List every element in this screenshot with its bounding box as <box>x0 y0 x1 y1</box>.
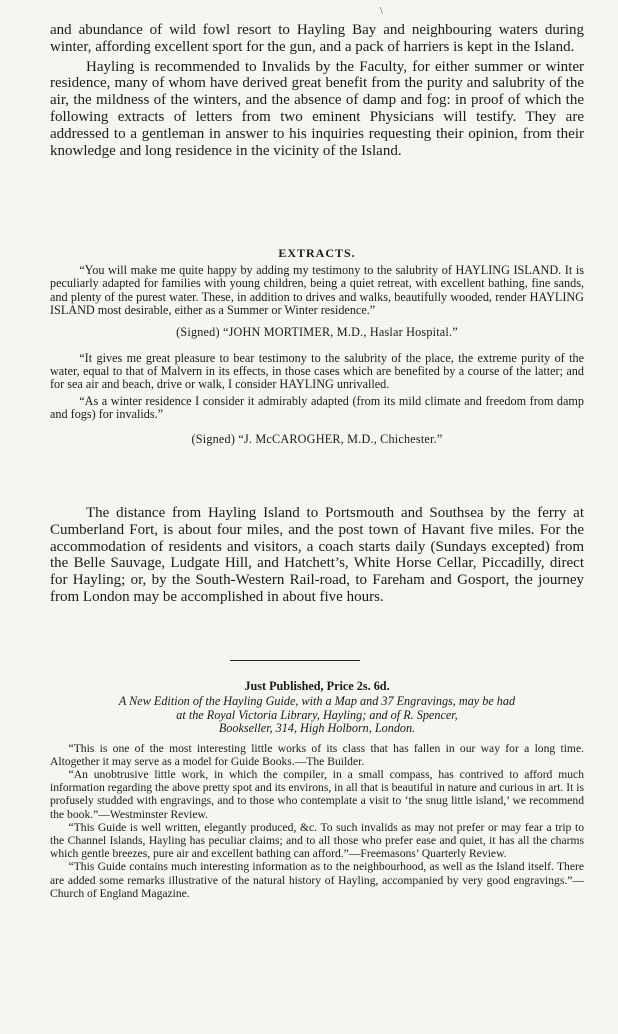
signature-mccarogher: (Signed) “J. McCAROGHER, M.D., Chichester.” <box>191 431 443 446</box>
review-builder: “This is one of the most interesting little works of its class that has fallen in our way for a long time. Altogether it may serve as a model for Guide Books.—The Builder. <box>50 741 584 768</box>
advert-line-1: A New Edition of the Hayling Guide, with a Map and 37 Engravings, may be had <box>118 694 516 709</box>
advert-line-2: at the Royal Victoria Library, Hayling; and of R. Spencer, <box>176 707 458 722</box>
intro-paragraph-2: Hayling is recommended to Invalids by the Faculty, for either summer or winter residence, many of whom have derived great benefit from the purity and salubrity of the air, the mildness of the winters, and the absence of damp and fog: in proof of which the following extracts of letters from two eminent Physicians will testify. They are addressed to a gentleman in answer to his inquiries requesting their opinion, from their knowledge and long residence in the vicinity of the Island. <box>50 58 584 159</box>
review-freemasons: “This Guide is well written, elegantly produced, &c. To such invalids as may not prefer or may fear a trip to the Channel Islands, Hayling has peculiar claims; and to all those who prefer ease and quiet, it has all the charms which gentle breezes, pure air and excellent bathing can afford.”—Freemasons’ Quarterly Review. <box>50 820 584 861</box>
extract-mccarogher-1: “It gives me great pleasure to bear testimony to the salubrity of the place, the extreme purity of the water, equal to that of Malvern in its effects, in those cases which are benefited by a course of the latter; and for sea air and beach, drive or walk, I consider HAYLING unrivalled. <box>50 350 584 392</box>
review-westminster: “An unobtrusive little work, in which the compiler, in a small compass, has contrived to afford much information regarding the above pretty spot and its environs, in all that is beautiful in nature and curious in art. It is profusely studded with engravings, and to those who contemplate a visit to ‘the snug little island,’ we recommend the book.”—Westminster Review. <box>50 768 584 821</box>
section-rule <box>230 660 360 661</box>
intro-paragraph-1: and abundance of wild fowl resort to Hayling Bay and neighbouring waters during winter, affording excellent sport for the gun, and a pack of harriers is kept in the Island. <box>50 22 584 55</box>
extract-mortimer: “You will make me quite happy by adding my testimony to the salubrity of HAYLING ISLAND. It is peculiarly adapted for families with young children, being a quiet retreat, with excellent bathing, fine sands, and plenty of the purest water. These, in addition to drives and walks, beautifully wooded, render HAYLING ISLAND most desirable, either as a Summer or Winter residence.” <box>50 263 584 318</box>
travel-paragraph: The distance from Hayling Island to Portsmouth and Southsea by the ferry at Cumberland Fort, is about four miles, and the post town of Havant five miles. For the accommodation of residents and visitors, a coach starts daily (Sundays excepted) from the Belle Sauvage, Ludgate Hill, and Hatchett’s, White Horse Cellar, Piccadilly, direct for Hayling; or, by the South-Western Rail-road, to Fareham and Gosport, the journey from London may be accomplished in about five hours. <box>50 505 584 605</box>
signature-mortimer: (Signed) “JOHN MORTIMER, M.D., Haslar Hospital.” <box>176 324 458 339</box>
advert-title-block <box>50 695 584 735</box>
advert-section <box>50 680 584 900</box>
review-church: “This Guide contains much interesting information as to the neighbourhood, as well as the Island itself. There are added some remarks illustrative of the natural history of Hayling, accompanied by very good engravings.”—Church of England Magazine. <box>50 860 584 900</box>
extracts-section <box>50 246 584 447</box>
advert-line-3: Bookseller, 314, High Holborn, London. <box>218 721 416 736</box>
advert-heading: Just Published, Price 2s. 6d. <box>244 679 390 693</box>
extract-mccarogher-2: “As a winter residence I consider it admirably adapted (from its mild climate and freedom from damp and fogs) for invalids.” <box>50 393 584 422</box>
printer-mark: \ <box>380 6 383 17</box>
extracts-heading: EXTRACTS. <box>278 246 356 260</box>
intro-section <box>50 22 584 159</box>
travel-section <box>50 505 584 606</box>
